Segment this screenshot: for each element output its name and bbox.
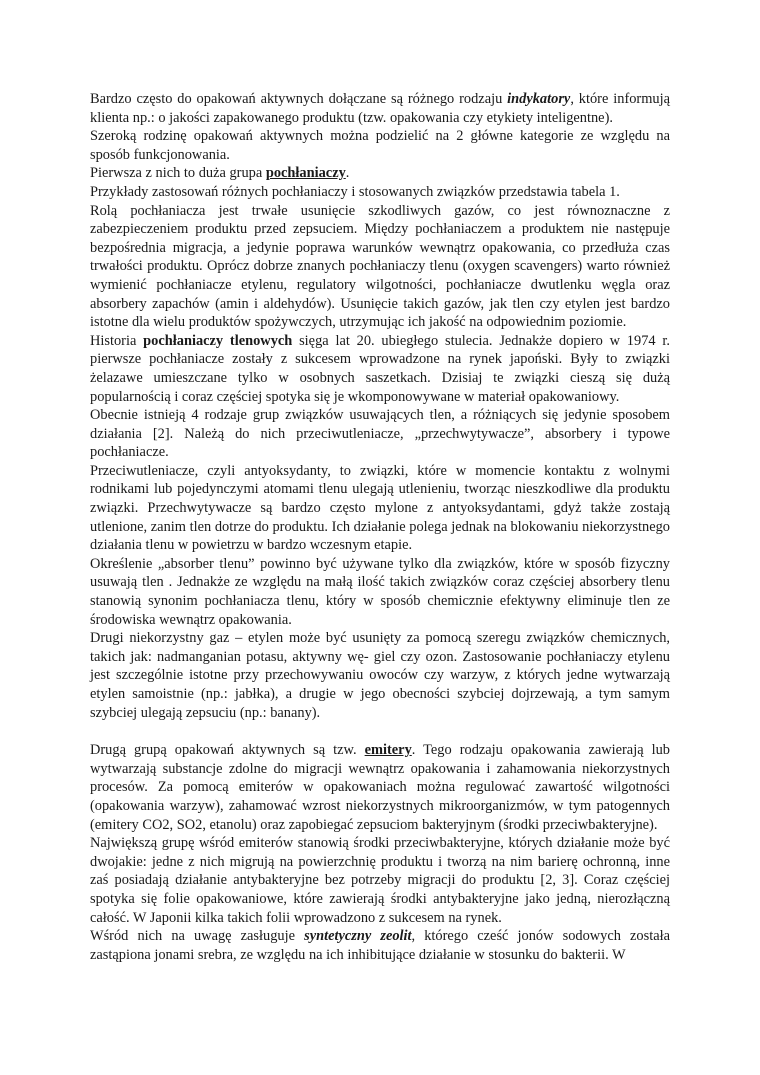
paragraph-absorbers-intro: Pierwsza z nich to duża grupa pochłaniaczy. bbox=[90, 165, 350, 182]
term-syntetyczny-zeolit: syntetyczny zeolit bbox=[304, 928, 412, 945]
paragraph-oxygen-absorber-term: Określenie „absorber tlenu” powinno być używane tylko dla związków, które w sposób fizyczny usuwają tlen . Jednakże ze względu na małą ilość takich związków coraz częściej absorbery tlenu stanowią synonim pochłaniacza tlenu, który w sposób chemicznie efektywny eliminuje tlen ze środowiska wewnątrz opakowania. bbox=[90, 555, 670, 628]
paragraph-categories: Szeroką rodzinę opakowań aktywnych można podzielić na 2 główne kategorie ze względu na sposób funkcjonowania. bbox=[90, 128, 670, 163]
paragraph-indicators: Bardzo często do opakowań aktywnych dołączane są różnego rodzaju indykatory, które informują klienta np.: o jakości zapakowanego produktu (tzw. opakowania czy etykiety inteligentne). bbox=[90, 91, 670, 126]
paragraph-oxygen-groups: Obecnie istnieją 4 rodzaje grup związków usuwających tlen, a różniących się jedynie sposobem działania [2]. Należą do nich przeciwutleniacze, „przechwytywacze”, absorbery i typowe pochłaniacze. bbox=[90, 407, 670, 461]
paragraph-emitters: Drugą grupą opakowań aktywnych są tzw. emitery. Tego rodzaju opakowania zawierają lub wytwarzają substancje zdolne do migracji wewnątrz opakowania i zahamowania niekorzystnych procesów. Za pomocą emiterów w opakowaniach można regulować zawartość wilgotności (opakowania warzyw), zahamować wzrost niekorzystnych mikroorganizmów, w tym patogennych (emitery CO2, SO2, etanolu) oraz zapobiegać zepsuciom bakteryjnym (środki przeciwbakteryjne). bbox=[90, 742, 670, 833]
term-pochlaniaczy-tlenowych: pochłaniaczy tlenowych bbox=[143, 332, 293, 349]
paragraph-zeolite: Wśród nich na uwagę zasługuje syntetyczny zeolit, którego cześć jonów sodowych została zastąpiona jonami srebra, ze względu na ich inhibitujące działanie w stosunku do bakterii. W bbox=[90, 928, 670, 963]
paragraph-absorber-role: Rolą pochłaniacza jest trwałe usunięcie szkodliwych gazów, co jest równoznaczne z zabezpieczeniem produktu przed zepsuciem. Między pochłaniaczem a produktem nie następuje bezpośrednia migracja, a jedynie poprawa warunków wewnątrz opakowania, co przedłuża czas trwałości produktu. Oprócz dobrze znanych pochłaniaczy tlenu (oxygen scavengers) warto również wymienić pochłaniacze etylenu, regulatory wilgotności, pochłaniacze dwutlenku węgla oraz absorbery zapachów (amin i aldehydów). Usunięcie takich gazów, jak tlen czy etylen jest bardzo istotne dla wielu produktów spożywczych, utrzymując ich jakość na odpowiednim poziomie. bbox=[90, 202, 670, 331]
term-indykatory: indykatory bbox=[507, 91, 571, 107]
paragraph-table-reference: Przykłady zastosowań różnych pochłaniaczy i stosowanych związków przedstawia tabela 1. bbox=[90, 183, 620, 200]
term-pochlaniaczy: pochłaniaczy bbox=[265, 165, 346, 182]
paragraph-ethylene: Drugi niekorzystny gaz – etylen może być usunięty za pomocą szeregu związków chemicznych, takich jak: nadmanganian potasu, aktywny wę- giel czy ozon. Zastosowanie pochłaniaczy etylenu jest szczególnie istotne przy przechowywaniu owoców czy warzyw, z których jedne wytwarzają etylen samoistnie (np.: jabłka), a drugie w jego obecności szybciej dojrzewają, a tym samym szybciej ulegają zepsuciu (np.: banany). bbox=[90, 630, 670, 721]
paragraph-antioxidants: Przeciwutleniacze, czyli antyoksydanty, to związki, które w momencie kontaktu z wolnymi rodnikami lub pojedynczymi atomami tlenu ulegają utlenieniu, tworząc nieszkodliwe dla produktu związki. Przechwytywacze są bardzo często mylone z antyoksydantami, gdyż także zostają utlenione, zanim tlen dotrze do produktu. Ich działanie polega jednak na blokowaniu niekorzystnego działania tlenu w powietrzu w bardzo wczesnym etapie. bbox=[90, 462, 670, 554]
paragraph-gap bbox=[90, 722, 670, 741]
document-page bbox=[90, 90, 670, 964]
paragraph-antibacterial: Największą grupę wśród emiterów stanowią środki przeciwbakteryjne, których działanie może być dwojakie: jedne z nich migrują na powierzchnię produktu i tworzą na nim barierę ochronną, inne zaś posiadają działanie antybakteryjne bez potrzeby migracji do produktu [2, 3]. Coraz częściej spotyka się folie opakowaniowe, które zawierają środki antybakteryjne jako jedną, nierozłączną całość. W Japonii kilka takich folii wprowadzono z sukcesem na rynek. bbox=[90, 835, 670, 926]
term-emitery: emitery bbox=[364, 742, 412, 759]
paragraph-oxygen-history: Historia pochłaniaczy tlenowych sięga lat 20. ubiegłego stulecia. Jednakże dopiero w 1974 r. pierwsze pochłaniacze zostały z sukcesem wprowadzone na rynek japoński. Były to związki żelazawe umieszczane tylko w osobnych saszetkach. Dzisiaj te związki cieszą się dużą popularnością i coraz częściej spotyka się je wkomponowywane w materiał opakowaniowy. bbox=[90, 332, 670, 405]
